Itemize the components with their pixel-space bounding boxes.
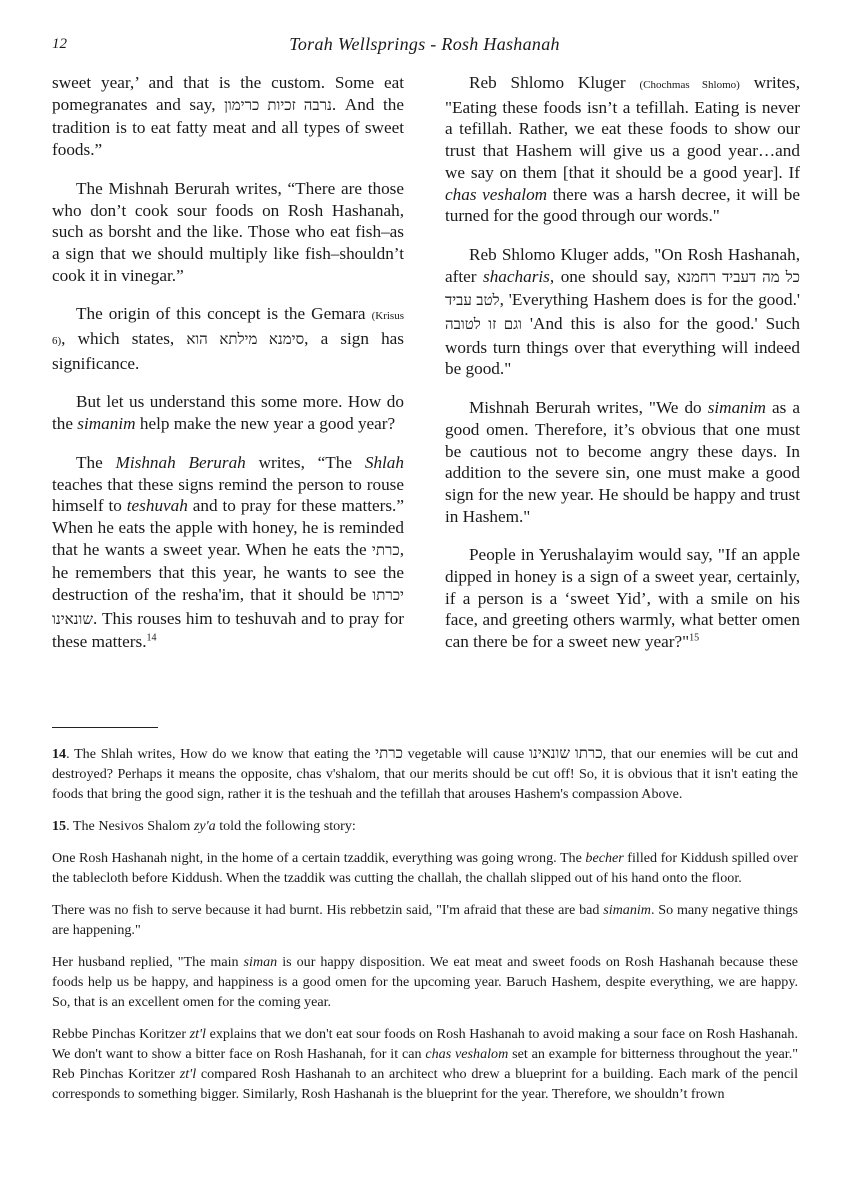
left-column [52,72,404,670]
right-paragraph-3: Mishnah Berurah writes, "We do simanim as a good omen. Therefore, it’s obvious that one must be cautious not to become angry these days. In addition to the severe sin, one must make a good sign for the new year. He should be happy and trust in Hashem." [445,398,800,526]
footnote-story-4: Rebbe Pinchas Koritzer zt'l explains that we don't eat sour foods on Rosh Hashanah to avoid making a sour face on Rosh Hashanah. We don't want to show a bitter face on Rosh Hashanah, for it can chas veshalom set an example for bitterness throughout the year." Reb Pinchas Koritzer zt'l compared Rosh Hashanah to an architect who drew a blueprint for a building. Each mark of the pencil corresponds to something bigger. Similarly, Rosh Hashanah is the blueprint for the year. Therefore, we shouldn’t frown [52,1026,798,1102]
hebrew-phrase: כרתי [371,542,400,559]
footnote-ref-15[interactable]: 15 [689,632,700,644]
running-title: Torah Wellsprings - Rosh Hashanah [289,34,560,54]
footnote-15: 15. The Nesivos Shalom zy'a told the following story: [52,818,356,834]
body-columns [52,72,800,702]
left-paragraph-5: The Mishnah Berurah writes, “The Shlah teaches that these signs remind the person to rouse himself to teshuvah and to pray for these matters.” When he eats the apple with honey, he is reminded that he wants a sweet year. When he eats the כרתי, he remembers that this year, he wants to see the destruction of the resha'im, that it should be יכרתו שונאינו. This rouses him to teshuvah and to pray for these matters.$^{14}$ [52,452,404,652]
footnotes [52,744,798,1116]
right-paragraph-4: People in Yerushalayim would say, "If an apple dipped in honey is a sign of a sweet year, certainly, if a person is a ‘sweet Yid’, with a smile on his face, and greeting others warmly, what better omen can there be for a sweet new year?"$^{15}$ [445,545,800,652]
left-paragraph-3: The origin of this concept is the Gemara (Krisus 6), which states, סימנא מילתא הוא, a sign has significance. [52,304,404,373]
footnote-story-2: There was no fish to serve because it had burnt. His rebbetzin said, "I'm afraid that these are bad simanim. So many negative things are happening." [52,902,799,938]
hebrew-phrase: נרבה זכיות כרימון [224,97,332,114]
footnote-story-3: Her husband replied, "The main siman is our happy disposition. We eat meat and sweet foods on Rosh Hashanah because these foods help us be happy, and happiness is a good omen for the upcoming year. Baruch Hashem, despite everything, we are happy. So, that is an excellent omen for the coming year. [52,954,799,1010]
hebrew-phrase: כל מה דעביד רחמנא לטב עביד [445,269,800,310]
right-column [445,72,800,670]
right-paragraph-1: Reb Shlomo Kluger (Chochmas Shlomo) writes, "Eating these foods isn’t a tefillah. Eating is never a tefillah. Rather, we eat these foods to show our trust that Hashem will give us a good year…and we say on them [that it should be a good year]. If chas veshalom there was a harsh decree, it will be turned for the good through our words." [445,73,801,226]
hebrew-phrase: כרתי [375,746,403,762]
footnote-divider [52,727,158,728]
left-paragraph-4: But let us understand this some more. How do the simanim help make the new year a good year? [52,392,404,434]
hebrew-phrase: וגם זו לטובה [445,317,522,334]
source-citation: (Chochmas Shlomo) [639,79,740,91]
page-header [52,32,797,58]
right-paragraph-2: Reb Shlomo Kluger adds, "On Rosh Hashanah, after shacharis, one should say, כל מה דעביד רחמנא לטב עביד, 'Everything Hashem does is for the good.' וגם זו לטובה 'And this is also for the good.' Such words turn things over that everything will indeed be good." [445,244,800,379]
hebrew-phrase: כרתו שונאינו [529,746,603,762]
left-paragraph-1: sweet year,’ and that is the custom. Some eat pomegranates and say, נרבה זכיות כרימון. And the tradition is to eat fatty meat and all types of sweet foods.” [52,73,404,160]
footnote-ref-14[interactable]: 14 [146,632,157,644]
source-citation: (Krisus 6) [52,310,404,348]
footnote-story-1: One Rosh Hashanah night, in the home of a certain tzaddik, everything was going wrong. The becher filled for Kiddush spilled over the tablecloth before Kiddush. When the tzaddik was cutting the challah, the challah slipped out of his hand onto the floor. [52,850,799,886]
left-paragraph-2: The Mishnah Berurah writes, “There are those who don’t cook sour foods on Rosh Hashanah, such as borsht and the like. Those who eat fish–as a sign that we should multiply like fish–shouldn’t cook it in vinegar.” [52,178,404,285]
hebrew-phrase: יכרתו שונאינו [52,588,404,628]
footnote-14: 14. The Shlah writes, How do we know that eating the כרתי vegetable will cause כרתו שונאינו, that our enemies will be cut and destroyed? Perhaps it means the opposite, chas v'shalom, that our merits should be cut off! So, it is obvious that it isn't eating the foods that bring the good sign, rather it is the teshuah and the tefillah that arouses Hashem's compassion Above. [52,746,798,802]
hebrew-phrase: סימנא מילתא הוא [186,332,305,349]
page-number: 12 [52,36,67,52]
